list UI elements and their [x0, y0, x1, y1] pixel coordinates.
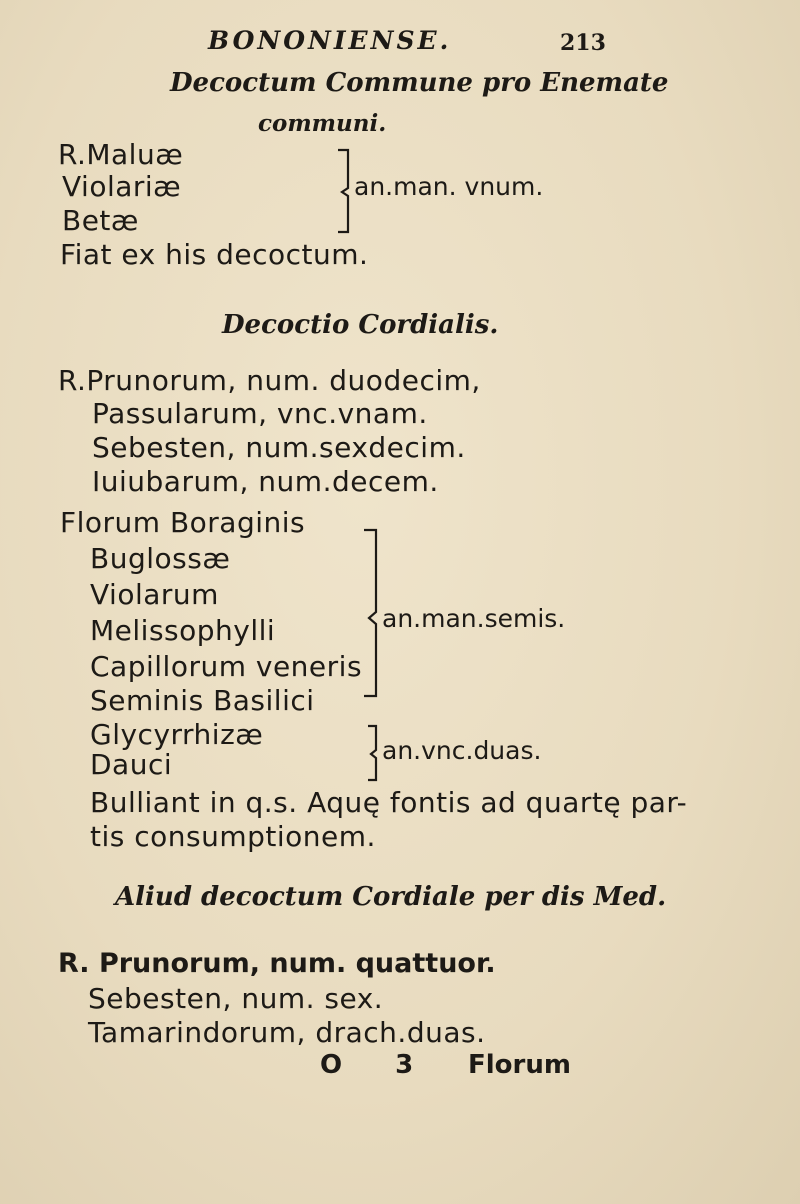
recipe-line: Glycyrrhizæ [90, 718, 264, 751]
recipe-line: Melissophylli [90, 614, 276, 647]
section-title-enema: Decoctum Commune pro Enemate [170, 68, 669, 98]
running-head: BONONIENSE. [208, 26, 452, 55]
quantity-label: an.man. vnum. [354, 172, 544, 201]
recipe-instruction: Bulliant in q.s. Aquę fontis ad quartę par- [90, 786, 688, 819]
recipe-line: Sebesten, num.sexdecim. [92, 431, 466, 464]
recipe-line: Iuiubarum, num.decem. [92, 465, 439, 498]
section-title-cordial: Decoctio Cordialis. [222, 310, 499, 340]
recipe-line: Tamarindorum, drach.duas. [88, 1016, 486, 1049]
quantity-label: an.vnc.duas. [382, 736, 542, 765]
recipe-line: Sebesten, num. sex. [88, 982, 384, 1015]
recipe-line: Buglossæ [90, 542, 231, 575]
recipe-instruction: Fiat ex his decoctum. [60, 238, 369, 271]
recipe-line: Violarum [90, 578, 219, 611]
recipe-line: Betæ [62, 204, 139, 237]
signature-mark: O 3 [320, 1050, 436, 1080]
recipe-line: R.Maluæ [58, 138, 184, 171]
recipe-line: Passularum, vnc.vnam. [92, 397, 428, 430]
page-number: 213 [560, 30, 606, 56]
recipe-instruction: tis consumptionem. [90, 820, 376, 853]
recipe-line: Seminis Basilici [90, 684, 315, 717]
recipe-line: Violariæ [62, 170, 182, 203]
recipe-line: Capillorum veneris [90, 650, 363, 683]
catchword: Florum [468, 1050, 571, 1080]
quantity-label: an.man.semis. [382, 604, 566, 633]
recipe-line: R.Prunorum, num. duodecim, [58, 364, 481, 397]
section-subtitle-enema: communi. [258, 110, 387, 137]
recipe-line: Dauci [90, 748, 173, 781]
section-title-alt-cordial: Aliud decoctum Cordiale per dis Med. [115, 882, 667, 912]
recipe-line: R. Prunorum, num. quattuor. [58, 948, 496, 979]
recipe-line: Florum Boraginis [60, 506, 306, 539]
